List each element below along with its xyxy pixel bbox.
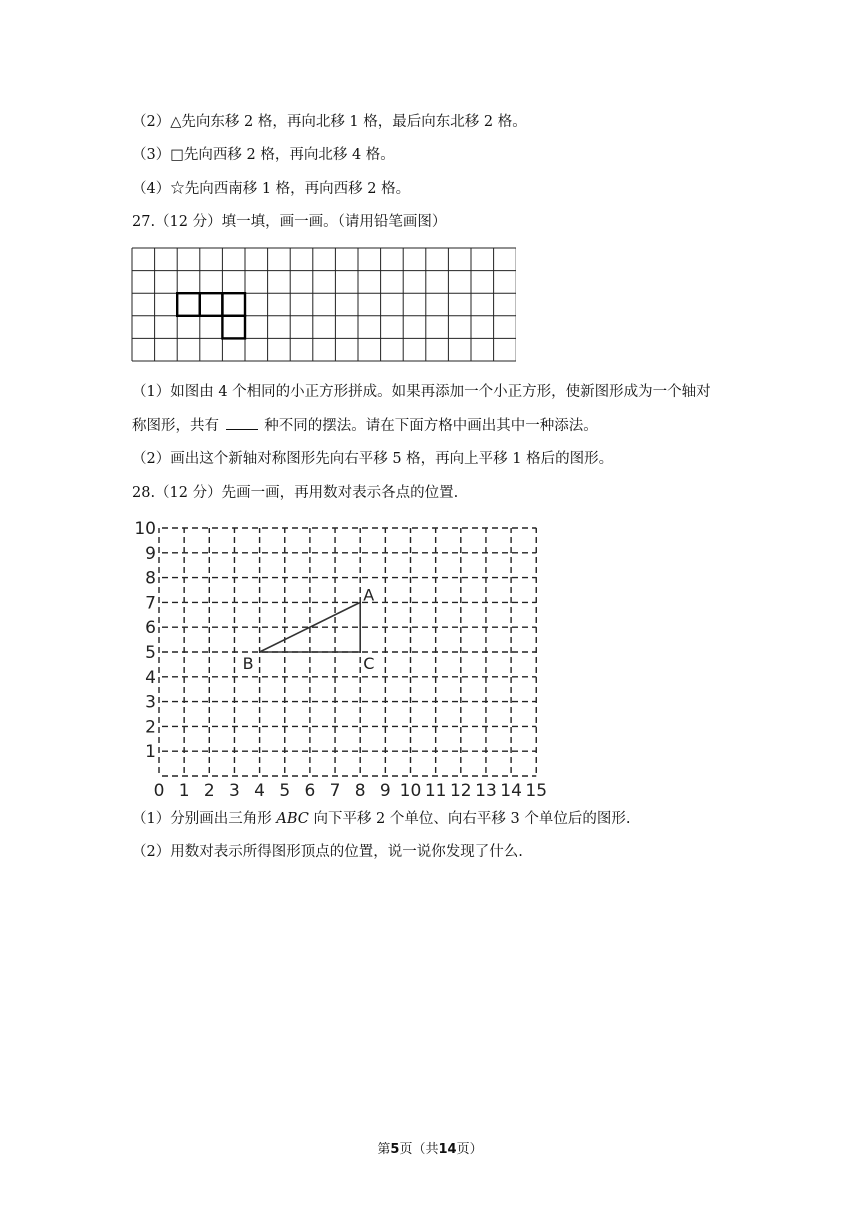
answer-blank[interactable] xyxy=(226,414,258,430)
q28-part1-text-a: （1）分别画出三角形 xyxy=(132,811,272,827)
x-tick-label: 14 xyxy=(500,781,522,800)
x-tick-label: 13 xyxy=(475,781,497,800)
x-tick-label: 3 xyxy=(229,781,240,800)
q28-coordinate-grid xyxy=(124,514,554,800)
point-label: C xyxy=(363,654,375,673)
footer-total-pages: 14 xyxy=(438,1142,457,1157)
y-tick-label: 2 xyxy=(145,717,156,738)
q28-part2: （2）用数对表示所得图形顶点的位置，说一说你发现了什么. xyxy=(132,844,523,860)
y-tick-label: 6 xyxy=(145,618,156,639)
q27-title: 27.（12 分）填一填，画一画。（请用铅笔画图） xyxy=(132,214,447,230)
small-square xyxy=(200,293,223,316)
page-footer xyxy=(0,1138,860,1157)
footer-suffix: 页） xyxy=(456,1142,483,1157)
y-tick-label: 7 xyxy=(145,593,156,614)
x-tick-label: 10 xyxy=(399,781,422,800)
x-tick-label: 12 xyxy=(449,781,472,800)
y-tick-label: 3 xyxy=(145,692,156,713)
small-square xyxy=(222,293,245,316)
y-tick-label: 1 xyxy=(145,742,156,763)
footer-prefix: 第 xyxy=(377,1142,391,1157)
x-tick-label: 6 xyxy=(304,781,316,800)
q26-item3: （3）□先向西移 2 格，再向北移 4 格。 xyxy=(132,147,395,163)
q27-part1-text-b: 种不同的摆法。请在下面方格中画出其中一种添法。 xyxy=(264,418,598,434)
footer-page-number: 5 xyxy=(390,1142,400,1157)
x-tick-label: 0 xyxy=(153,781,165,800)
x-tick-label: 8 xyxy=(354,781,366,800)
y-tick-label: 5 xyxy=(145,643,156,663)
triangle-name: ABC xyxy=(276,811,309,827)
x-tick-label: 2 xyxy=(203,781,215,800)
x-tick-label: 9 xyxy=(379,781,391,800)
q27-part1-text-a: 称图形，共有 xyxy=(132,418,219,434)
x-tick-label: 1 xyxy=(178,781,190,800)
q28-title: 28.（12 分）先画一画，再用数对表示各点的位置. xyxy=(132,485,459,501)
q26-item2: （2）△先向东移 2 格，再向北移 1 格，最后向东北移 2 格。 xyxy=(132,114,527,130)
point-label: A xyxy=(363,585,375,605)
y-tick-label: 10 xyxy=(134,519,156,539)
q27-part1-line1: （1）如图由 4 个相同的小正方形拼成。如果再添加一个小正方形，使新图形成为一个轴对 xyxy=(132,384,711,400)
q27-square-grid xyxy=(130,246,516,368)
x-tick-label: 5 xyxy=(279,781,291,800)
small-square xyxy=(222,316,245,339)
x-tick-label: 15 xyxy=(525,781,548,800)
q27-part2: （2）画出这个新轴对称图形先向右平移 5 格，再向上平移 1 格后的图形。 xyxy=(132,451,614,467)
point-label: B xyxy=(242,654,254,673)
y-tick-label: 8 xyxy=(145,568,156,589)
x-tick-label: 4 xyxy=(254,781,266,800)
footer-middle: 页（共 xyxy=(399,1142,439,1157)
q26-item4: （4）☆先向西南移 1 格，再向西移 2 格。 xyxy=(132,181,411,197)
q27-part1-line2 xyxy=(132,414,598,436)
y-tick-label: 9 xyxy=(145,543,156,564)
q28-part1 xyxy=(132,809,630,829)
x-tick-label: 11 xyxy=(424,781,447,800)
y-tick-label: 4 xyxy=(145,667,156,688)
q28-part1-text-b: 向下平移 2 个单位、向右平移 3 个单位后的图形. xyxy=(313,811,631,827)
small-square xyxy=(177,293,200,316)
x-tick-label: 7 xyxy=(329,781,341,800)
